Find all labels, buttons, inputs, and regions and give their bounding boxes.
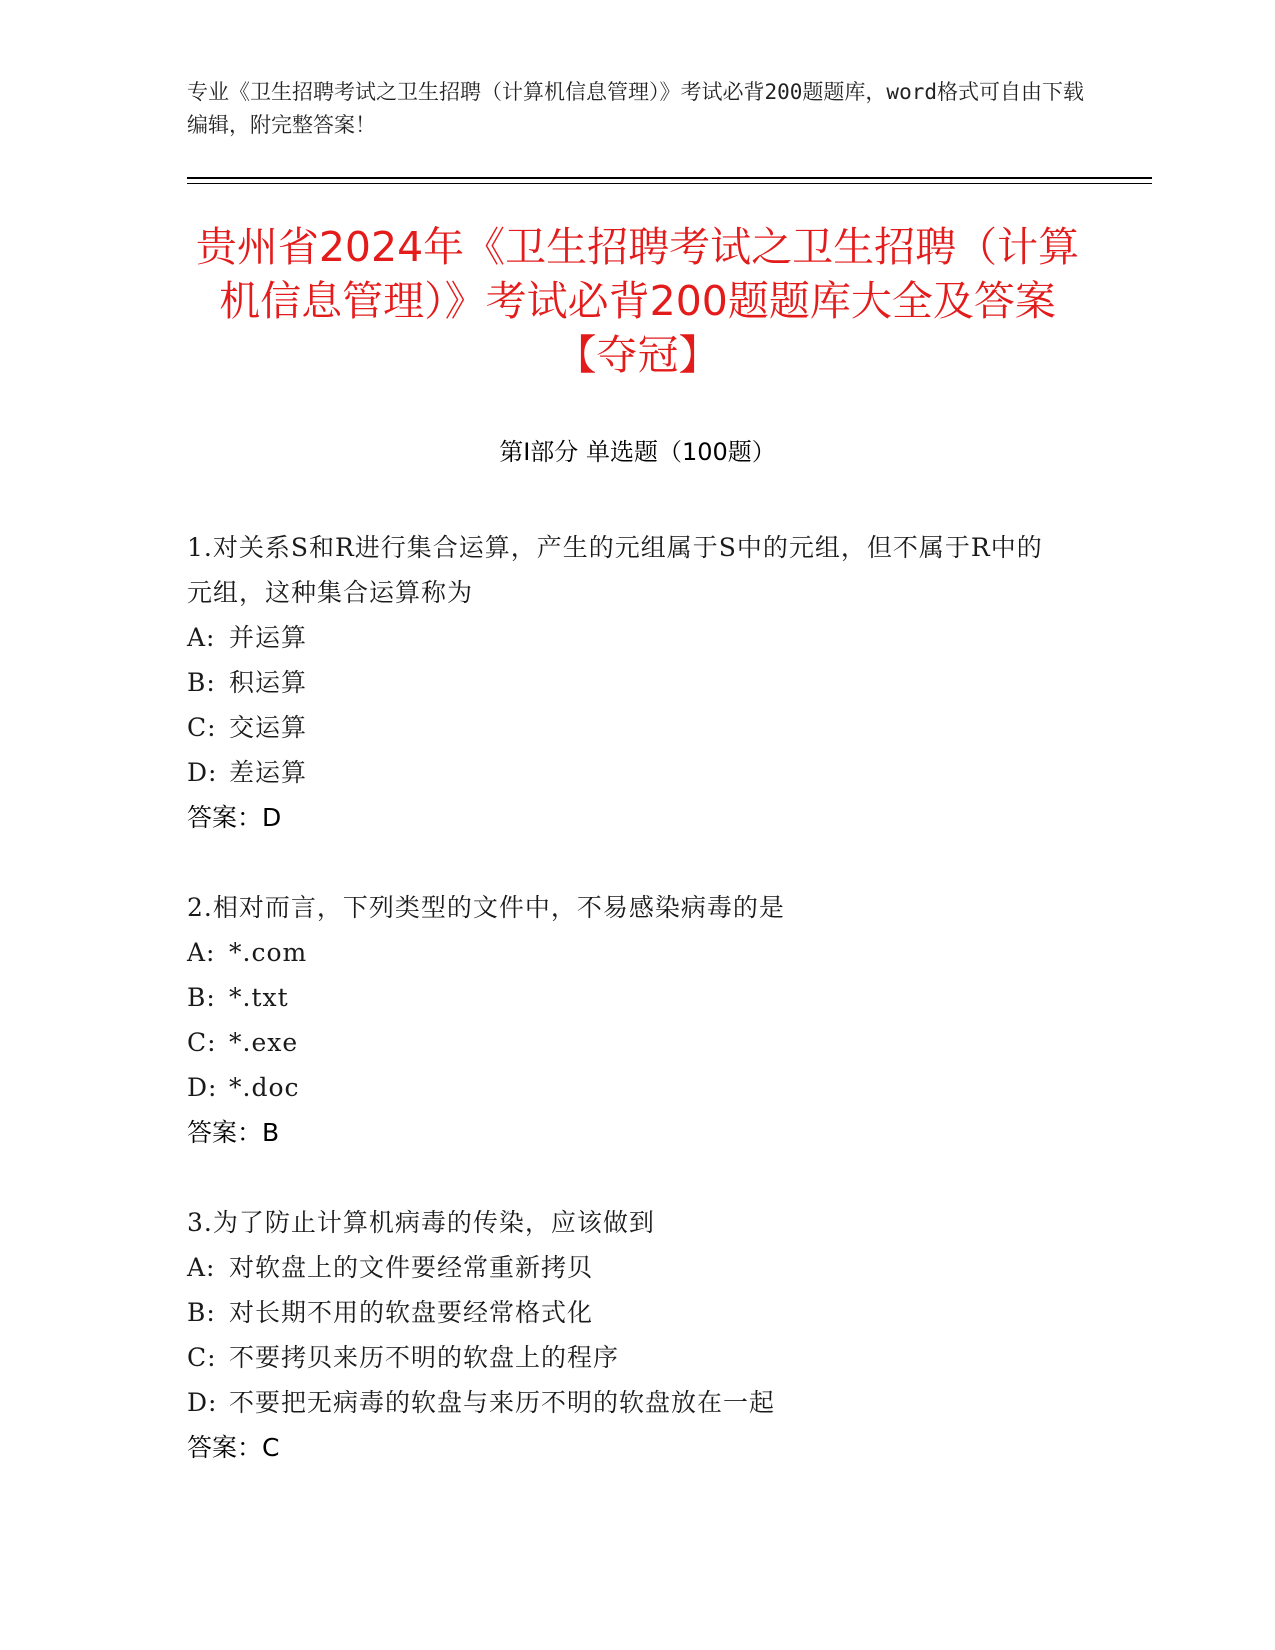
option-c xyxy=(187,1020,1067,1065)
option-a xyxy=(187,615,1067,660)
option-letter: B: xyxy=(187,1298,216,1327)
option-text: *.doc xyxy=(229,1073,300,1102)
option-d xyxy=(187,1380,1067,1425)
option-letter: A: xyxy=(187,1253,216,1282)
option-d xyxy=(187,750,1067,795)
option-text: *.txt xyxy=(229,983,289,1012)
option-letter: D: xyxy=(187,1388,218,1417)
header-note: 专业《卫生招聘考试之卫生招聘（计算机信息管理）》考试必背200题题库，word格式可自由下载编辑，附完整答案！ xyxy=(187,80,1084,137)
answer: 答案：C xyxy=(187,1433,280,1462)
option-c xyxy=(187,705,1067,750)
question-item xyxy=(187,525,1067,840)
option-text: *.com xyxy=(229,938,308,967)
option-text: 不要把无病毒的软盘与来历不明的软盘放在一起 xyxy=(229,1388,776,1417)
option-letter: C: xyxy=(187,1028,217,1057)
question-list xyxy=(187,525,1067,1515)
question-text: 3.为了防止计算机病毒的传染，应该做到 xyxy=(187,1208,655,1237)
option-text: 积运算 xyxy=(229,668,308,697)
header-rule-thick xyxy=(187,177,1152,179)
option-text: 交运算 xyxy=(229,713,308,742)
option-letter: B: xyxy=(187,983,216,1012)
question-item xyxy=(187,1200,1067,1470)
answer: 答案：D xyxy=(187,803,282,832)
option-letter: D: xyxy=(187,1073,218,1102)
option-c xyxy=(187,1335,1067,1380)
option-text: 对软盘上的文件要经常重新拷贝 xyxy=(229,1253,594,1282)
option-letter: A: xyxy=(187,623,216,652)
answer: 答案：B xyxy=(187,1118,280,1147)
question-item xyxy=(187,885,1067,1155)
option-text: 差运算 xyxy=(229,758,308,787)
document-title: 贵州省2024年《卫生招聘考试之卫生招聘（计算机信息管理）》考试必背200题题库大全及答案【夺冠】 xyxy=(195,223,1080,379)
option-b xyxy=(187,660,1067,705)
option-text: 对长期不用的软盘要经常格式化 xyxy=(229,1298,594,1327)
option-letter: C: xyxy=(187,713,217,742)
option-letter: C: xyxy=(187,1343,217,1372)
question-text: 1.对关系S和R进行集合运算，产生的元组属于S中的元组，但不属于R中的元组，这种集合运算称为 xyxy=(187,533,1043,607)
option-text: 不要拷贝来历不明的软盘上的程序 xyxy=(229,1343,620,1372)
option-letter: B: xyxy=(187,668,216,697)
question-text: 2.相对而言，下列类型的文件中，不易感染病毒的是 xyxy=(187,893,785,922)
option-text: *.exe xyxy=(229,1028,299,1057)
option-text: 并运算 xyxy=(229,623,308,652)
option-d xyxy=(187,1065,1067,1110)
option-b xyxy=(187,1290,1067,1335)
option-b xyxy=(187,975,1067,1020)
option-letter: D: xyxy=(187,758,218,787)
section-title: 第Ⅰ部分 单选题（100题） xyxy=(499,438,776,466)
option-a xyxy=(187,930,1067,975)
header-rule-thin xyxy=(187,183,1152,184)
option-letter: A: xyxy=(187,938,216,967)
option-a xyxy=(187,1245,1067,1290)
